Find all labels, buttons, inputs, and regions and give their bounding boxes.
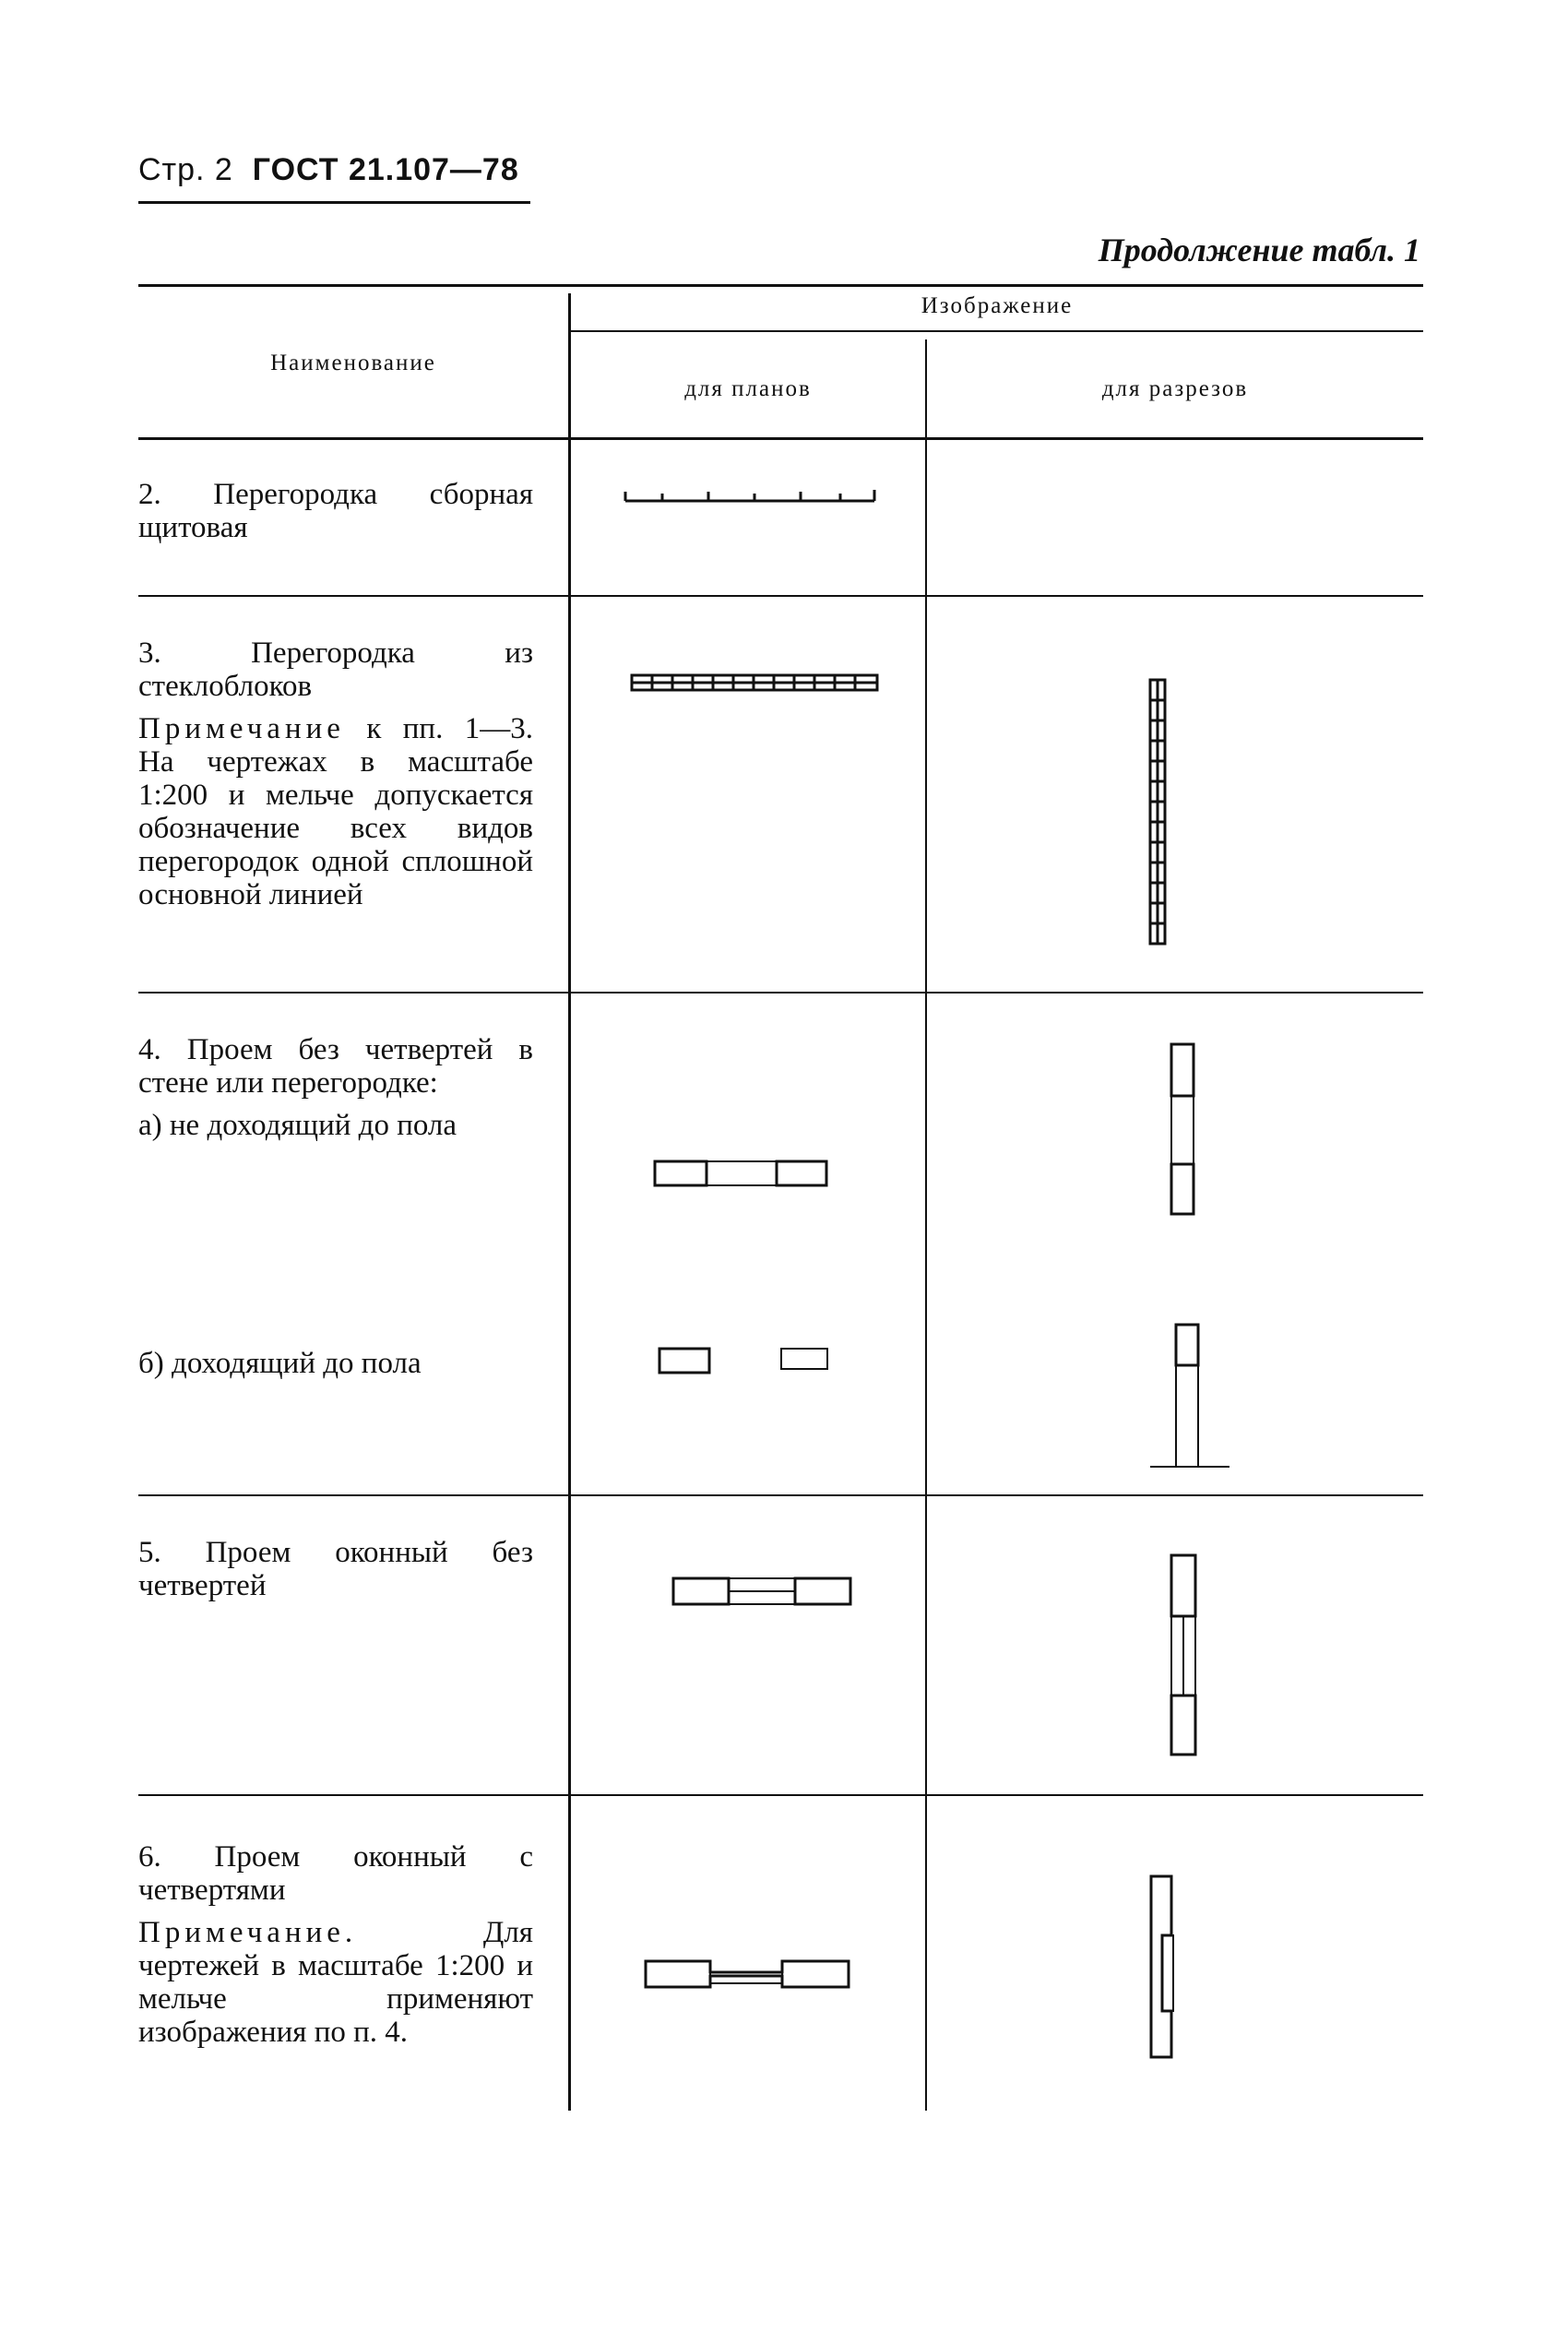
- column-divider-name: [568, 293, 571, 2111]
- row-divider: [138, 992, 1423, 993]
- row-title: 2. Перегородка сборная щитовая: [138, 478, 533, 544]
- row-2-name: [138, 478, 533, 544]
- row-divider: [138, 1494, 1423, 1496]
- table-top-rule: [138, 284, 1423, 287]
- row-title: 5. Проем оконный без четвертей: [138, 1536, 533, 1602]
- opening-to-floor-section-symbol: [1148, 1321, 1231, 1472]
- row-6-name: [138, 1840, 533, 2049]
- column-header-sections: для разрезов: [1101, 376, 1249, 401]
- opening-not-to-floor-plan-symbol: [653, 1158, 830, 1189]
- row-5-name: [138, 1536, 533, 1602]
- window-opening-plan-symbol: [671, 1573, 856, 1610]
- page-number: Стр. 2: [138, 152, 233, 187]
- page-header: [138, 152, 519, 188]
- row-4-sub-b: [138, 1347, 533, 1380]
- row-title: 4. Проем без четвертей в стене или перегородке:: [138, 1033, 533, 1100]
- header-rule: [138, 201, 530, 204]
- column-header-image: Изображение: [921, 293, 1074, 318]
- row-3-name: [138, 637, 533, 911]
- window-opening-rebated-section-symbol: [1147, 1873, 1184, 2063]
- window-opening-section-symbol: [1168, 1552, 1201, 1758]
- column-header-name: Наименование: [270, 351, 436, 375]
- prefab-panel-partition-plan-symbol: [624, 484, 877, 506]
- row-title: 3. Перегородка из стеклоблоков: [138, 637, 533, 703]
- glass-block-partition-section-symbol: [1147, 678, 1171, 947]
- row-sub-b: б) доходящий до пола: [138, 1347, 422, 1380]
- table-caption: Продолжение табл. 1: [1098, 232, 1420, 268]
- header-subrule: [570, 330, 1423, 332]
- note-text: Для чертежей в масштабе 1:200 и мельче применяют изображения по п. 4.: [138, 1916, 533, 2049]
- column-header-plans: для планов: [684, 376, 812, 401]
- note-label: Примечание.: [138, 1916, 358, 1949]
- header-bottom-rule: [138, 437, 1423, 440]
- row-note: [138, 1916, 533, 2049]
- row-title: 6. Проем оконный с четвертями: [138, 1840, 533, 1907]
- window-opening-rebated-plan-symbol: [644, 1956, 852, 1996]
- row-divider: [138, 595, 1423, 597]
- row-divider: [138, 1794, 1423, 1796]
- note-text: к пп. 1—3. На чертежах в масштабе 1:200 и мельче допускается обозначение всех видов перегородок одной сплошной основной линией: [138, 712, 533, 911]
- note-label: Примечание: [138, 712, 345, 745]
- opening-not-to-floor-section-symbol: [1168, 1042, 1199, 1218]
- column-divider-image: [925, 339, 927, 2111]
- glass-block-partition-plan-symbol: [630, 673, 881, 694]
- opening-to-floor-plan-symbol: [657, 1345, 832, 1376]
- standard-code: ГОСТ 21.107—78: [252, 152, 519, 187]
- row-note: [138, 712, 533, 911]
- row-4-name: [138, 1033, 533, 1142]
- row-sub-a: а) не доходящий до пола: [138, 1109, 457, 1142]
